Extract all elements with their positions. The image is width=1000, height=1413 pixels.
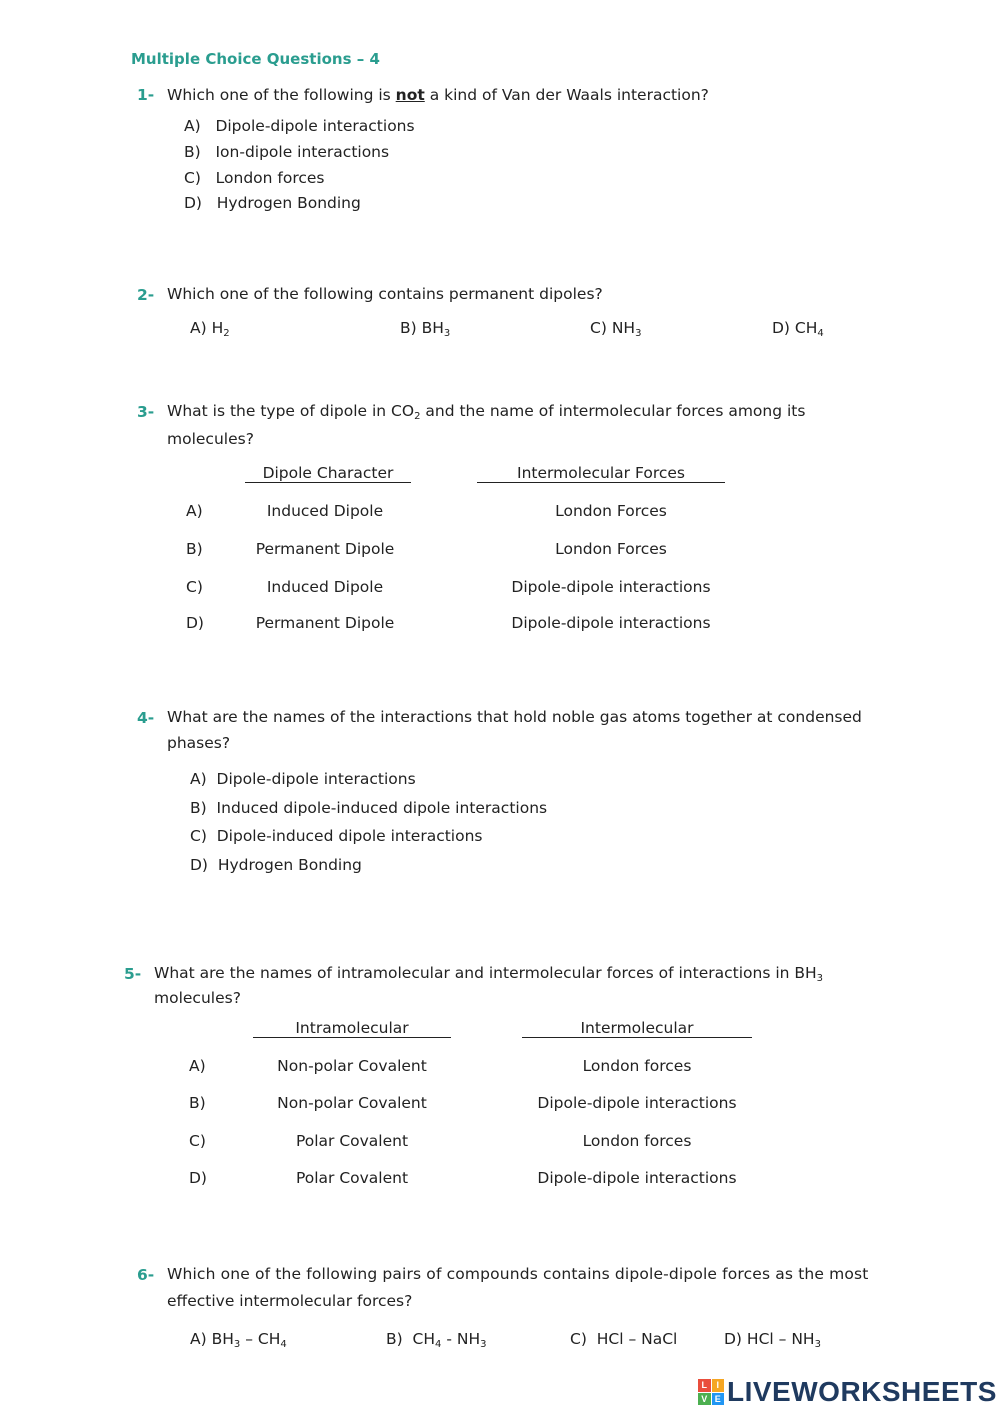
formula-subscript: 3 [814, 1339, 821, 1350]
formula-subscript: 3 [233, 1339, 241, 1350]
formula: BH [421, 319, 444, 337]
q1-option-a[interactable] [184, 117, 415, 135]
option-letter: B) [400, 319, 417, 337]
q3-col1-header: Dipole Character [262, 464, 394, 482]
q3-col1-rule [245, 482, 411, 483]
q6-option-a[interactable] [190, 1330, 287, 1348]
formula: H [211, 319, 224, 337]
question-1-emphasis: not [395, 86, 425, 104]
row-col1: Induced Dipole [266, 502, 384, 520]
brand-text: LIVEWORKSHEETS [727, 1376, 997, 1407]
row-col2: London Forces [555, 540, 667, 558]
logo-letter: V [698, 1393, 711, 1406]
formula: CH [794, 319, 818, 337]
row-letter: A) [186, 502, 203, 520]
option-letter: C) [570, 1330, 587, 1348]
row-col2: Dipole-dipole interactions [537, 1169, 737, 1187]
row-col2: Dipole-dipole interactions [537, 1094, 737, 1112]
formula: NH [791, 1330, 815, 1348]
q1-option-b[interactable] [184, 143, 389, 161]
q1-option-d[interactable] [184, 194, 361, 212]
question-3-text-line2: molecules? [167, 430, 254, 448]
row-col1: Non-polar Covalent [277, 1094, 427, 1112]
q4-option-d[interactable] [190, 856, 362, 874]
formula: CH [257, 1330, 281, 1348]
logo-letter: I [712, 1379, 725, 1392]
q4-option-a[interactable] [190, 770, 416, 788]
formula: NaCl [641, 1330, 678, 1348]
logo-letter: E [712, 1393, 725, 1406]
separator: – [773, 1330, 792, 1348]
question-6-text: Which one of the following pairs of compounds contains dipole-dipole forces as the most [167, 1265, 869, 1283]
q5-col2-rule [522, 1037, 752, 1038]
q2-option-b[interactable] [400, 319, 450, 337]
q5-col2-header: Intermolecular [580, 1019, 694, 1037]
formula-subscript: 3 [480, 1339, 487, 1350]
option-text: Dipole-dipole interactions [216, 770, 416, 788]
liveworksheets-logo [698, 1376, 997, 1408]
option-letter: A) [184, 117, 201, 135]
question-1-text [167, 86, 709, 104]
question-3-text-after: and the name of intermolecular forces among its [425, 402, 806, 420]
q5-col1-header: Intramolecular [295, 1019, 409, 1037]
option-letter: A) [190, 1330, 207, 1348]
option-letter: B) [386, 1330, 403, 1348]
question-5-text-line2: molecules? [154, 989, 241, 1007]
formula: NH [456, 1330, 481, 1348]
formula-subscript: 3 [635, 328, 642, 339]
q4-option-c[interactable] [190, 827, 483, 845]
option-letter: C) [590, 319, 607, 337]
row-col2: Dipole-dipole interactions [511, 614, 711, 632]
option-text: Dipole-dipole interactions [215, 117, 415, 135]
q3-col2-rule [477, 482, 725, 483]
row-letter: C) [189, 1132, 206, 1150]
option-text: London forces [215, 169, 325, 187]
row-col2: London Forces [555, 502, 667, 520]
row-col1: Polar Covalent [295, 1169, 409, 1187]
q5-col1-rule [253, 1037, 451, 1038]
row-letter: B) [189, 1094, 206, 1112]
formula: HCl [596, 1330, 624, 1348]
question-1-text-after: a kind of Van der Waals interaction? [429, 86, 709, 104]
question-4-text-line2: phases? [167, 734, 231, 752]
option-letter: D) [724, 1330, 742, 1348]
question-6-number: 6- [137, 1266, 155, 1284]
question-5-text-before: What are the names of intramolecular and intermolecular forces of interactions in BH [154, 964, 817, 982]
worksheet-title: Multiple Choice Questions – 4 [131, 50, 380, 68]
formula-subscript: 3 [443, 328, 451, 339]
option-letter: C) [184, 169, 201, 187]
logo-icon [698, 1379, 724, 1405]
question-3-text [167, 402, 805, 420]
option-text: Ion-dipole interactions [215, 143, 390, 161]
row-letter: A) [189, 1057, 206, 1075]
row-col1: Polar Covalent [295, 1132, 409, 1150]
q6-option-d[interactable] [724, 1330, 821, 1348]
q2-option-c[interactable] [590, 319, 641, 337]
option-text: Induced dipole-induced dipole interactions [216, 799, 548, 817]
row-col2: Dipole-dipole interactions [511, 578, 711, 596]
formula: CH [412, 1330, 436, 1348]
option-letter: C) [190, 827, 207, 845]
question-2-number: 2- [137, 286, 155, 304]
question-6-text-line2: effective intermolecular forces? [167, 1292, 413, 1310]
question-5-text [154, 964, 823, 982]
separator: – [240, 1330, 258, 1348]
formula-subscript: 4 [435, 1339, 442, 1350]
option-letter: A) [190, 770, 207, 788]
formula-subscript: 4 [817, 328, 824, 339]
formula-subscript: 3 [816, 973, 824, 984]
option-text: Hydrogen Bonding [216, 194, 361, 212]
formula-subscript: 2 [223, 328, 230, 339]
question-2-text: Which one of the following contains permanent dipoles? [167, 285, 603, 303]
row-letter: D) [186, 614, 204, 632]
q6-option-c[interactable] [570, 1330, 677, 1348]
option-letter: B) [184, 143, 201, 161]
formula-subscript: 2 [414, 411, 421, 422]
logo-letter: L [698, 1379, 711, 1392]
q6-option-b[interactable] [386, 1330, 486, 1348]
formula-subscript: 4 [280, 1339, 287, 1350]
q1-option-c[interactable] [184, 169, 325, 187]
option-letter: D) [772, 319, 790, 337]
row-letter: D) [189, 1169, 207, 1187]
row-letter: B) [186, 540, 203, 558]
row-col2: London forces [582, 1057, 692, 1075]
q2-option-d[interactable] [772, 319, 824, 337]
question-4-number: 4- [137, 709, 155, 727]
formula: BH [211, 1330, 234, 1348]
separator: – [623, 1330, 642, 1348]
question-5-number: 5- [124, 965, 142, 983]
question-3-text-before: What is the type of dipole in CO [167, 402, 415, 420]
row-col2: London forces [582, 1132, 692, 1150]
option-letter: D) [190, 856, 208, 874]
formula: NH [611, 319, 636, 337]
row-col1: Non-polar Covalent [277, 1057, 427, 1075]
option-letter: D) [184, 194, 202, 212]
row-letter: C) [186, 578, 203, 596]
option-letter: B) [190, 799, 207, 817]
row-col1: Induced Dipole [266, 578, 384, 596]
q2-option-a[interactable] [190, 319, 230, 337]
formula: HCl [746, 1330, 774, 1348]
question-4-text: What are the names of the interactions that hold noble gas atoms together at condensed [167, 708, 862, 726]
question-1-text-before: Which one of the following is [167, 86, 391, 104]
option-letter: A) [190, 319, 207, 337]
separator: - [441, 1330, 457, 1348]
question-3-number: 3- [137, 403, 155, 421]
row-col1: Permanent Dipole [255, 540, 395, 558]
question-1-number: 1- [137, 86, 155, 104]
option-text: Hydrogen Bonding [217, 856, 362, 874]
option-text: Dipole-induced dipole interactions [216, 827, 483, 845]
row-col1: Permanent Dipole [255, 614, 395, 632]
q3-col2-header: Intermolecular Forces [517, 464, 685, 482]
q4-option-b[interactable] [190, 799, 547, 817]
